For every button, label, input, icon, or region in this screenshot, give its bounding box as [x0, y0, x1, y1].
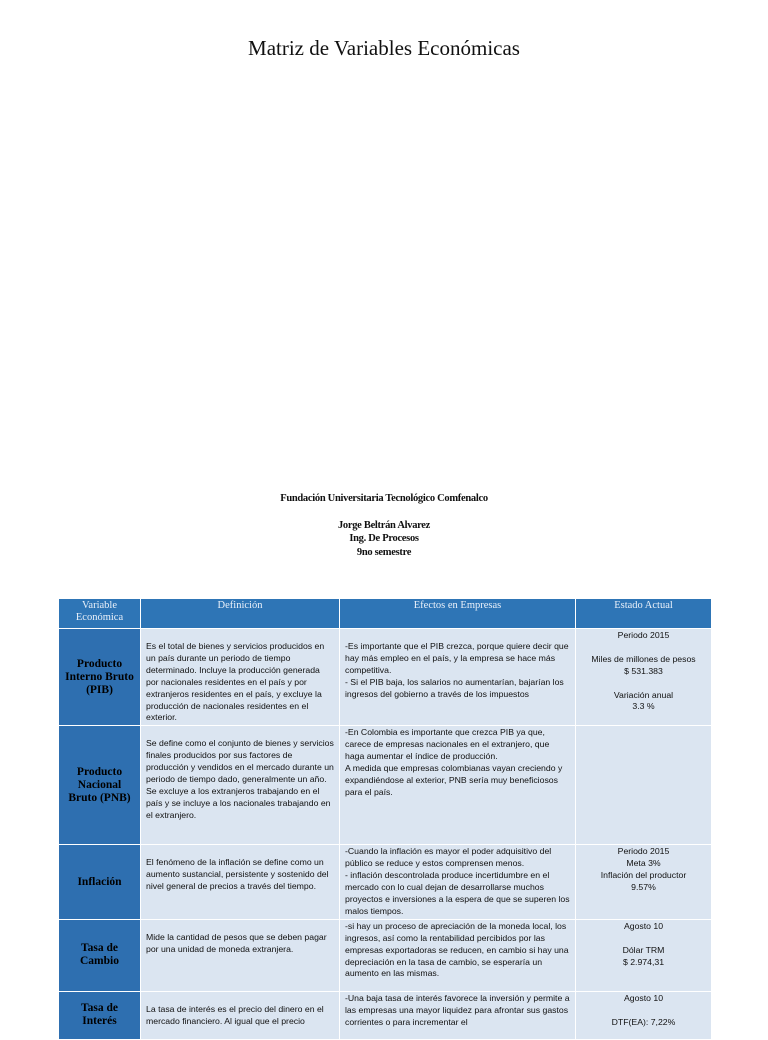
status-cell: [576, 726, 712, 845]
effects-cell: -Una baja tasa de interés favorece la inversión y permite a las empresas una mayor liquidez para afrontar sus gastos corrientes o para incrementar el: [340, 991, 576, 1039]
table-row: [59, 991, 712, 1039]
variable-cell: Producto Nacional Bruto (PNB): [59, 726, 141, 845]
effects-cell: -si hay un proceso de apreciación de la moneda local, los ingresos, así como la rentabilidad percibidos por las empresas exportadoras se reducen, en cambio si hay una depreciación en la tasa de cambio, se esperaría un aumento en las mismas.: [340, 919, 576, 991]
table-row: [59, 726, 712, 845]
variable-cell: Producto Interno Bruto (PIB): [59, 629, 141, 726]
status-cell: Agosto 10 DTF(EA): 7,22%: [576, 991, 712, 1039]
status-cell: Periodo 2015 Meta 3% Inflación del productor 9.57%: [576, 845, 712, 919]
header-effects: Efectos en Empresas: [340, 599, 576, 629]
effects-cell: -Es importante que el PIB crezca, porque quiere decir que hay más empleo en el país, y la empresa se hace más competitiva. - Si el PIB baja, los salarios no aumentarían, bajarían los ingresos del gobierno a través de los impuestos: [340, 629, 576, 726]
effects-cell: -Cuando la inflación es mayor el poder adquisitivo del público se reduce y estos comprensen menos. - inflación descontrolada produce incertidumbre en el mercado con lo cual dejan de desarrollarse muchos proyectos e inversiones a la espera de que se superen los malos tiempos.: [340, 845, 576, 919]
institution-name: Fundación Universitaria Tecnológico Comfenalco: [280, 493, 488, 504]
document-title: Matriz de Variables Económicas: [248, 36, 520, 60]
table-row: [59, 629, 712, 726]
table-row: [59, 919, 712, 991]
table-header-row: [59, 599, 712, 629]
definition-cell: El fenómeno de la inflación se define como un aumento sustancial, persistente y sostenido del nivel general de precios a través del tiempo.: [141, 845, 340, 919]
definition-cell: Es el total de bienes y servicios producidos en un país durante un periodo de tiempo determinado. Incluye la producción generada por nacionales residentes en el país y por extranjeros residentes en el país, y excluye la producción de nacionales residentes en el exterior.: [141, 629, 340, 726]
table-row: [59, 845, 712, 919]
variable-cell: Tasa de Interés: [59, 991, 141, 1039]
variable-cell: Tasa de Cambio: [59, 919, 141, 991]
header-variable: Variable Económica: [59, 599, 141, 629]
status-cell: Agosto 10 Dólar TRM $ 2.974,31: [576, 919, 712, 991]
header-definition: Definición: [141, 599, 340, 629]
status-cell: Periodo 2015 Miles de millones de pesos $ 531.383 Variación anual 3.3 %: [576, 629, 712, 726]
semester-label: 9no semestre: [356, 547, 412, 558]
definition-cell: La tasa de interés es el precio del dinero en el mercado financiero. Al igual que el precio: [141, 991, 340, 1039]
author-name: Jorge Beltrán Alvarez: [337, 520, 431, 531]
economic-variables-table: [58, 598, 712, 1040]
variable-cell: Inflación: [59, 845, 141, 919]
effects-cell: -En Colombia es importante que crezca PIB ya que, carece de empresas nacionales en el extranjero, que haga aumentar el índice de producción. A medida que empresas colombianas vayan creciendo y expandiéndose al exterior, PNB sería muy beneficiosos para el país.: [340, 726, 576, 845]
definition-cell: Se define como el conjunto de bienes y servicios finales producidos por sus factores de producción y vendidos en el mercado durante un periodo de tiempo dado, generalmente un año. Se excluye a los extranjeros trabajando en el país y se incluye a los nacionales trabajando en el extranjero.: [141, 726, 340, 845]
program-name: Ing. De Procesos: [349, 533, 419, 544]
definition-cell: Mide la cantidad de pesos que se deben pagar por una unidad de moneda extranjera.: [141, 919, 340, 991]
header-status: Estado Actual: [576, 599, 712, 629]
